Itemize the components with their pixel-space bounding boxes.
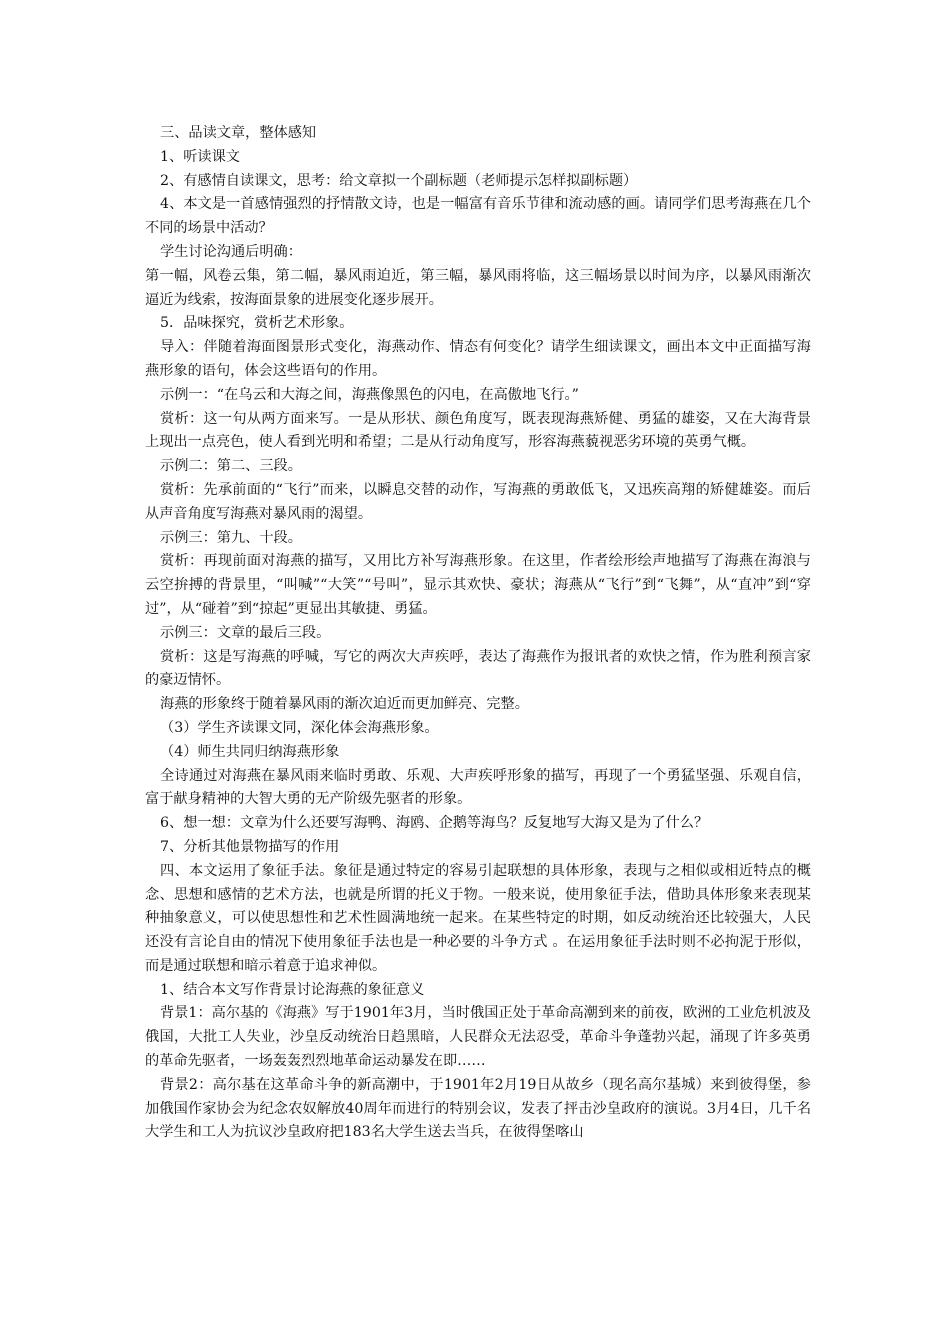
paragraph: 5．品味探究，赏析艺术形象。: [160, 315, 354, 332]
paragraph: 示例三：文章的最后三段。: [160, 624, 331, 641]
paragraph: （4）师生共同归纳海燕形象: [160, 743, 340, 760]
paragraph: 1、结合本文写作背景讨论海燕的象征意义: [160, 981, 425, 998]
paragraph: 赏析：先承前面的“飞行”而来，以瞬息交替的动作，写海燕的勇敢低飞，又迅疾高翔的矫健雄姿。而后从声音角度写海燕对暴风雨的渴望。: [145, 481, 811, 522]
paragraph: 赏析：再现前面对海燕的描写，又用比方补写海燕形象。在这里，作者绘形绘声地描写了海燕在海浪与云空拚搏的背景里，“叫喊”“大笑”“号叫”，显示其欢快、豪状；海燕从“飞行”到“飞舞”，从“直冲”到“穿过”，从“碰着”到“掠起”更显出其敏捷、勇猛。: [145, 553, 811, 617]
paragraph: 学生讨论沟通后明确：: [160, 243, 302, 260]
paragraph: 示例二：第二、三段。: [160, 458, 302, 475]
paragraph: 背景2：高尔基在这革命斗争的新高潮中，于1901年2月19日从故乡（现名高尔基城）来到彼得堡，参加俄国作家协会为纪念农奴解放40周年而进行的特别会议，发表了抨击沙皇政府的演说。3月4日，几千名大学生和工人为抗议沙皇政府把183名大学生送去当兵，在彼得堡喀山: [145, 1076, 812, 1141]
paragraph: 7、分析其他景物描写的作用: [160, 838, 340, 855]
paragraph: 1、听读课文: [160, 148, 240, 165]
paragraph: 赏析：这是写海燕的呼喊，写它的两次大声疾呼，表达了海燕作为报讯者的欢快之情，作为胜利预言家的豪迈情怀。: [145, 648, 811, 689]
paragraph: 第一幅，风卷云集，第二幅，暴风雨迫近，第三幅，暴风雨将临，这三幅场景以时间为序，以暴风雨渐次逼近为线索，按海面景象的进展变化逐步展开。: [145, 267, 811, 308]
paragraph: 赏析：这一句从两方面来写。一是从形状、颜色角度写，既表现海燕矫健、勇猛的雄姿，又在大海背景上现出一点亮色，使人看到光明和希望；二是从行动角度写，形容海燕藐视恶劣环境的英勇气概。: [145, 410, 811, 451]
document-body: [145, 122, 811, 1145]
paragraph: （3）学生齐读课文同，深化体会海燕形象。: [160, 719, 439, 736]
paragraph: 4、本文是一首感情强烈的抒情散文诗，也是一幅富有音乐节律和流动感的画。请同学们思考海燕在几个不同的场景中活动？: [145, 196, 811, 237]
paragraph: 示例一：“在乌云和大海之间，海燕像黑色的闪电，在高傲地飞行。”: [160, 386, 579, 403]
paragraph: 2、有感情自读课文，思考：给文章拟一个副标题（老师提示怎样拟副标题）: [160, 172, 638, 189]
paragraph: 背景1：高尔基的《海燕》写于1901年3月，当时俄国正处于革命高潮到来的前夜，欧洲的工业危机波及俄国，大批工人失业，沙皇反动统治日趋黑暗，人民群众无法忍受，革命斗争蓬勃兴起，涌现了许多英勇的革命先驱者，一场轰轰烈烈地革命运动暴发在即……: [145, 1005, 811, 1070]
paragraph: 示例三：第九、十段。: [160, 529, 302, 546]
paragraph: 四、本文运用了象征手法。象征是通过特定的容易引起联想的具体形象，表现与之相似或相近特点的概念、思想和感情的艺术方法，也就是所谓的托义于物。一般来说，使用象征手法，借助具体形象来表现某种抽象意义，可以使思想性和艺术性圆满地统一起来。在某些特定的时期，如反动统治还比较强大，人民还没有言论自由的情况下使用象征手法也是一种必要的斗争方式 。在运用象征手法时则不必拘泥于形似，而是通过联想和暗示着意于追求神似。: [145, 862, 811, 974]
paragraph: 海燕的形象终于随着暴风雨的渐次迫近而更加鲜亮、完整。: [160, 696, 529, 713]
paragraph: 导入：伴随着海面图景形式变化，海燕动作、情态有何变化？请学生细读课文，画出本文中正面描写海燕形象的语句，体会这些语句的作用。: [145, 339, 811, 379]
paragraph: 全诗通过对海燕在暴风雨来临时勇敢、乐观、大声疾呼形象的描写，再现了一个勇猛坚强、乐观自信，富于献身精神的大智大勇的无产阶级先驱者的形象。: [145, 767, 811, 808]
paragraph: 三、品读文章，整体感知: [160, 125, 317, 141]
paragraph: 6、想一想：文章为什么还要写海鸭、海鸥、企鹅等海鸟？反复地写大海又是为了什么？: [160, 815, 709, 832]
